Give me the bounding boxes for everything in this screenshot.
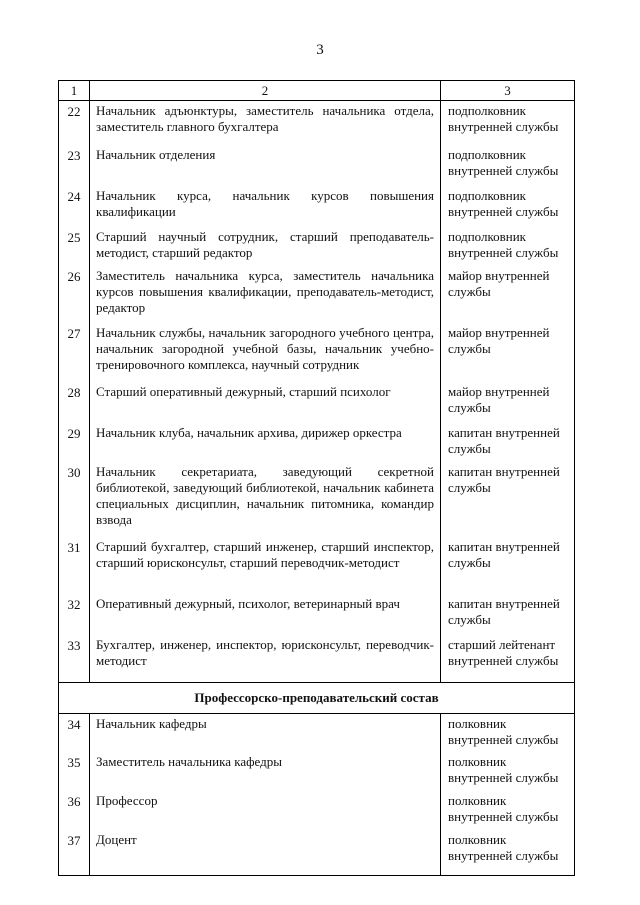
- row-rank: подполковник внутренней службы: [441, 101, 575, 146]
- row-position: Старший бухгалтер, старший инженер, старший инспектор, старший юрисконсульт, старший переводчик-методист: [90, 537, 441, 594]
- table-row: [59, 830, 575, 876]
- row-number: 32: [59, 594, 90, 635]
- positions-table: [58, 80, 575, 876]
- row-number: 35: [59, 752, 90, 791]
- row-rank: подполковник внутренней службы: [441, 145, 575, 186]
- row-position: Оперативный дежурный, психолог, ветеринарный врач: [90, 594, 441, 635]
- table-row: [59, 382, 575, 423]
- row-rank: полковник внутренней службы: [441, 752, 575, 791]
- table-row: [59, 752, 575, 791]
- row-rank: майор внутренней службы: [441, 266, 575, 323]
- column-header-number: 1: [59, 81, 90, 101]
- row-number: 33: [59, 635, 90, 683]
- row-rank: капитан внутренней службы: [441, 462, 575, 537]
- table-row: [59, 635, 575, 683]
- row-number: 25: [59, 227, 90, 266]
- row-number: 22: [59, 101, 90, 146]
- row-number: 26: [59, 266, 90, 323]
- row-number: 29: [59, 423, 90, 462]
- row-rank: подполковник внутренней службы: [441, 227, 575, 266]
- row-rank: подполковник внутренней службы: [441, 186, 575, 227]
- table-row: [59, 594, 575, 635]
- row-position: Профессор: [90, 791, 441, 830]
- table-row: [59, 462, 575, 537]
- row-rank: майор внутренней службы: [441, 382, 575, 423]
- row-position: Начальник службы, начальник загородного учебного центра, начальник загородной учебной базы, начальник учебно-тренировочного комплекса, научный сотрудник: [90, 323, 441, 382]
- row-rank: полковник внутренней службы: [441, 714, 575, 753]
- table-row: [59, 145, 575, 186]
- section-title: Профессорско-преподавательский состав: [59, 683, 575, 714]
- table-row: [59, 186, 575, 227]
- rows-before-section: [59, 101, 575, 683]
- row-position: Начальник отделения: [90, 145, 441, 186]
- table-row: [59, 714, 575, 753]
- table-row: [59, 791, 575, 830]
- row-rank: майор внутренней службы: [441, 323, 575, 382]
- row-rank: капитан внутренней службы: [441, 423, 575, 462]
- row-number: 34: [59, 714, 90, 753]
- row-position: Доцент: [90, 830, 441, 876]
- table-row: [59, 423, 575, 462]
- row-number: 24: [59, 186, 90, 227]
- row-number: 28: [59, 382, 90, 423]
- row-position: Старший научный сотрудник, старший преподаватель-методист, старший редактор: [90, 227, 441, 266]
- row-number: 30: [59, 462, 90, 537]
- row-rank: старший лейтенант внутренней службы: [441, 635, 575, 683]
- row-rank: капитан внутренней службы: [441, 594, 575, 635]
- page-number: 3: [316, 42, 324, 58]
- table-row: [59, 101, 575, 146]
- row-position: Старший оперативный дежурный, старший психолог: [90, 382, 441, 423]
- row-position: Заместитель начальника курса, заместитель начальника курсов повышения квалификации, преподаватель-методист, редактор: [90, 266, 441, 323]
- section-header-row: [59, 683, 575, 714]
- row-number: 23: [59, 145, 90, 186]
- row-rank: полковник внутренней службы: [441, 830, 575, 876]
- column-header-position: 2: [90, 81, 441, 101]
- row-position: Начальник курса, начальник курсов повышения квалификации: [90, 186, 441, 227]
- row-number: 36: [59, 791, 90, 830]
- row-position: Бухгалтер, инженер, инспектор, юрисконсульт, переводчик-методист: [90, 635, 441, 683]
- row-number: 37: [59, 830, 90, 876]
- row-position: Начальник кафедры: [90, 714, 441, 753]
- table-row: [59, 266, 575, 323]
- row-position: Начальник адъюнктуры, заместитель начальника отдела, заместитель главного бухгалтера: [90, 101, 441, 146]
- row-rank: полковник внутренней службы: [441, 791, 575, 830]
- row-rank: капитан внутренней службы: [441, 537, 575, 594]
- row-number: 27: [59, 323, 90, 382]
- table-row: [59, 227, 575, 266]
- row-position: Начальник секретариата, заведующий секретной библиотекой, заведующий библиотекой, начальник кабинета специальных дисциплин, начальник питомника, командир взвода: [90, 462, 441, 537]
- row-number: 31: [59, 537, 90, 594]
- row-position: Заместитель начальника кафедры: [90, 752, 441, 791]
- row-position: Начальник клуба, начальник архива, дирижер оркестра: [90, 423, 441, 462]
- table-row: [59, 537, 575, 594]
- column-header-rank: 3: [441, 81, 575, 101]
- rows-after-section: [59, 714, 575, 876]
- table-header-row: [59, 81, 575, 101]
- table-row: [59, 323, 575, 382]
